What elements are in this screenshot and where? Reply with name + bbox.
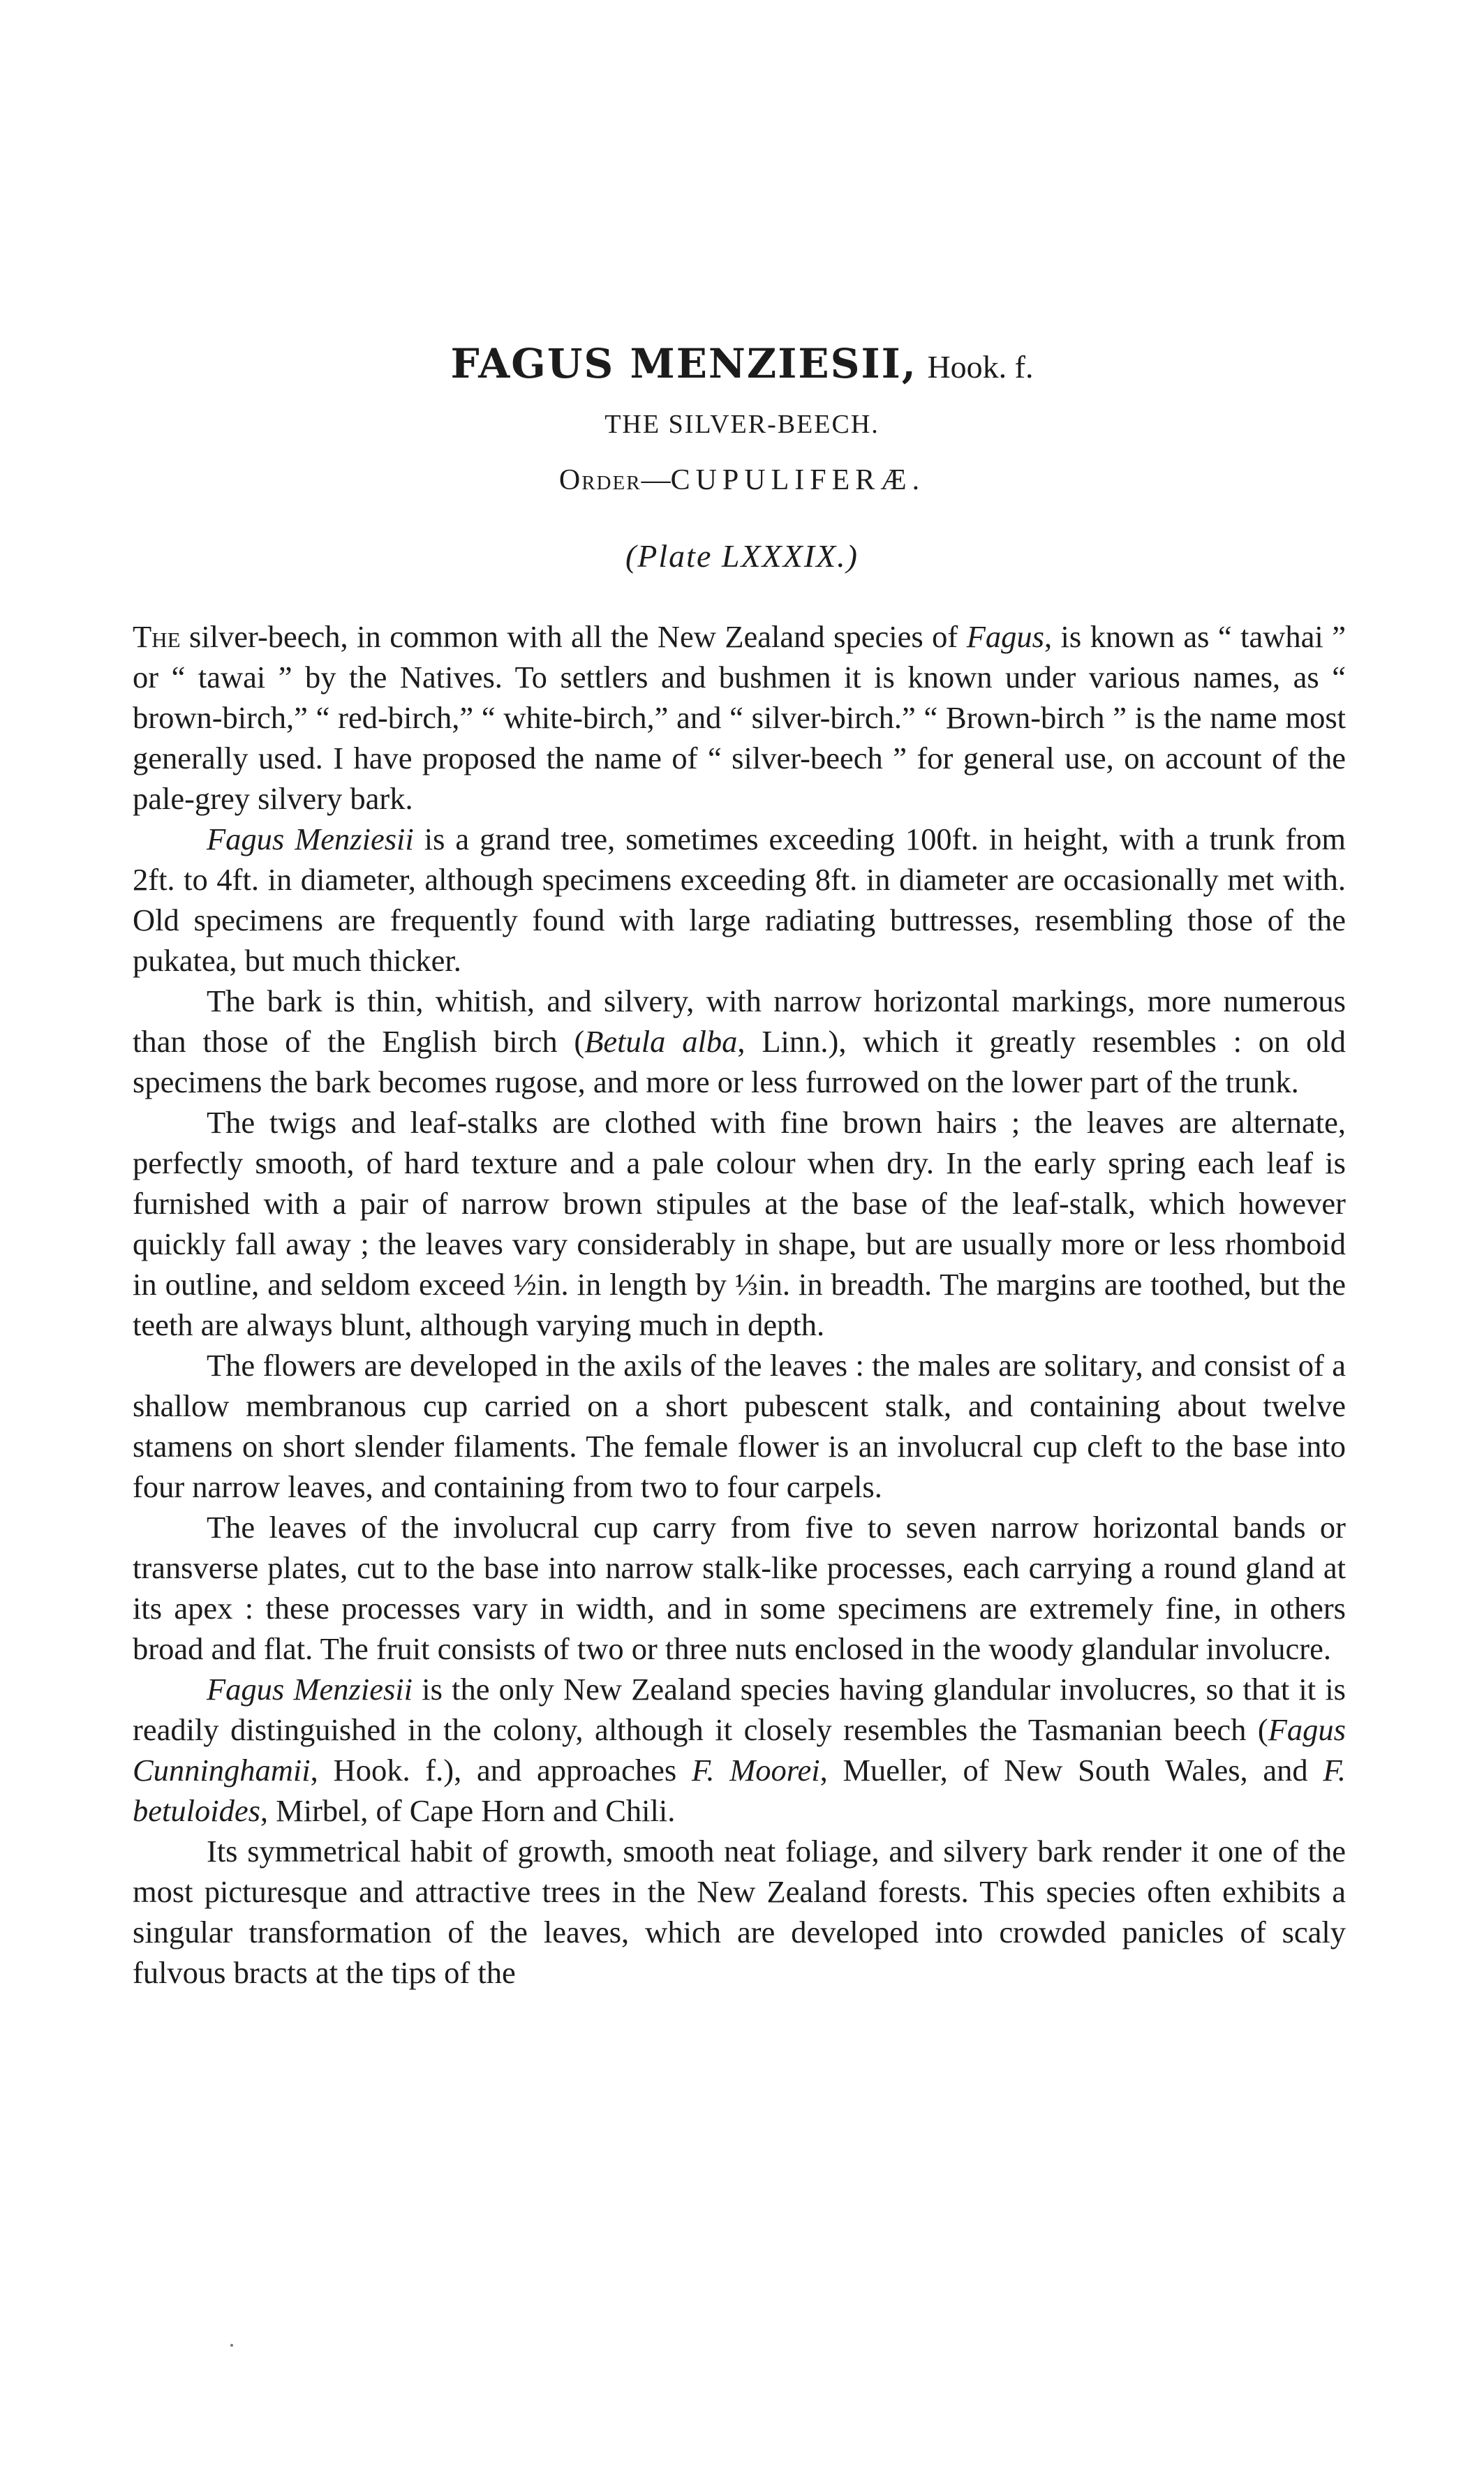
text-run: , Mueller, of New South Wales, and — [819, 1753, 1323, 1788]
paragraph-5: The flowers are developed in the axils of the leaves : the males are solitary, and consist of a shallow membranous cup carried on a short pubescent stalk, and containing about twelve stamens on short slender filaments. The female flower is an involucral cup cleft to the base into four narrow leaves, and containing from two to four carpels. — [133, 1348, 1346, 1504]
text-run: , Hook. f.), and approaches — [310, 1753, 692, 1788]
italic-run: Fagus Menziesii — [207, 1672, 413, 1707]
paragraph-3 — [133, 981, 1346, 1102]
species-name: FAGUS MENZIESII, — [450, 340, 917, 387]
paragraph-8: Its symmetrical habit of growth, smooth neat foliage, and silvery bark render it one of the most picturesque and attractive trees in the New Zealand forests. This species often exhibits a singular transformation of the leaves, which are developed into crowded panicles of scaly fulvous bracts at the tips of the — [133, 1834, 1346, 1990]
italic-run: Fagus Cunninghamii — [133, 1712, 1346, 1788]
paragraph-lead: The — [133, 619, 181, 654]
text-run: , Linn.), which it greatly resembles : on old specimens the bark becomes rugose, and more or less furrowed on the lower part of the trunk. — [133, 1024, 1346, 1099]
italic-run: Fagus — [966, 619, 1044, 654]
text-run: silver-beech, in common with all the New Zealand species of — [180, 619, 967, 654]
italic-run: Betula alba — [584, 1024, 738, 1059]
paragraph-6: The leaves of the involucral cup carry from five to seven narrow horizontal bands or transverse plates, cut to the base into narrow stalk-like processes, each carrying a round gland at its apex : these processes vary in width, and in some specimens are extremely fine, in others broad and flat. The fruit consists of two or three nuts enclosed in the woody glandular involucre. — [133, 1510, 1346, 1666]
italic-run: F. betuloides — [133, 1753, 1346, 1828]
paragraph-4: The twigs and leaf-stalks are clothed with fine brown hairs ; the leaves are alternate, perfectly smooth, of hard texture and a pale colour when dry. In the early spring each leaf is furnished with a pair of narrow brown stipules at the base of the leaf-stalk, which however quickly fall away ; the leaves vary considerably in shape, but are usually more or less rhomboid in outline, and seldom exceed ½in. in length by ⅓in. in breadth. The margins are toothed, but the teeth are always blunt, although varying much in depth. — [133, 1105, 1346, 1342]
order-dash: — — [641, 464, 671, 496]
italic-run: F. Moorei — [691, 1753, 820, 1788]
paragraph-7 — [133, 1669, 1346, 1831]
paragraph-2 — [133, 819, 1346, 981]
order-label: Order — [558, 464, 641, 496]
text-run: is the only New Zealand species having glandular involucres, so that it is readily distinguished in the colony, although it closely resembles the Tasmanian beech ( — [133, 1672, 1346, 1747]
text-run: , is known as “ tawhai ” or “ tawai ” by the Natives. To settlers and bushmen it is known under various names, as “ brown-birch,” “ red-birch,” “ white-birch,” and “ silver-birch.” “ Brown-birch ” is the name most generally used. I have proposed the name of “ silver-beech ” for general use, on account of the pale-grey silvery bark. — [133, 619, 1346, 816]
text-run: The bark is thin, whitish, and silvery, with narrow horizontal markings, more numerous than those of the English birch ( — [133, 983, 1346, 1059]
species-title — [0, 339, 1484, 392]
italic-run: Fagus Menziesii — [207, 822, 414, 856]
order-line — [0, 463, 1484, 497]
text-run: is a grand tree, sometimes exceeding 100ft. in height, with a trunk from 2ft. to 4ft. in diameter, although specimens exceeding 8ft. in diameter are occasionally met with. Old specimens are frequently found with large radiating buttresses, resembling those of the pukatea, but much thicker. — [133, 822, 1346, 978]
plate-reference: (Plate LXXXIX.) — [625, 538, 859, 574]
common-name: THE SILVER-BEECH. — [604, 410, 880, 439]
paragraph-1 — [133, 616, 1346, 819]
species-author: Hook. f. — [927, 349, 1034, 385]
print-speck — [230, 2344, 233, 2347]
body-text — [133, 616, 1346, 1993]
order-name: CUPULIFERÆ. — [670, 464, 926, 496]
text-run: , Mirbel, of Cape Horn and Chili. — [260, 1793, 676, 1828]
